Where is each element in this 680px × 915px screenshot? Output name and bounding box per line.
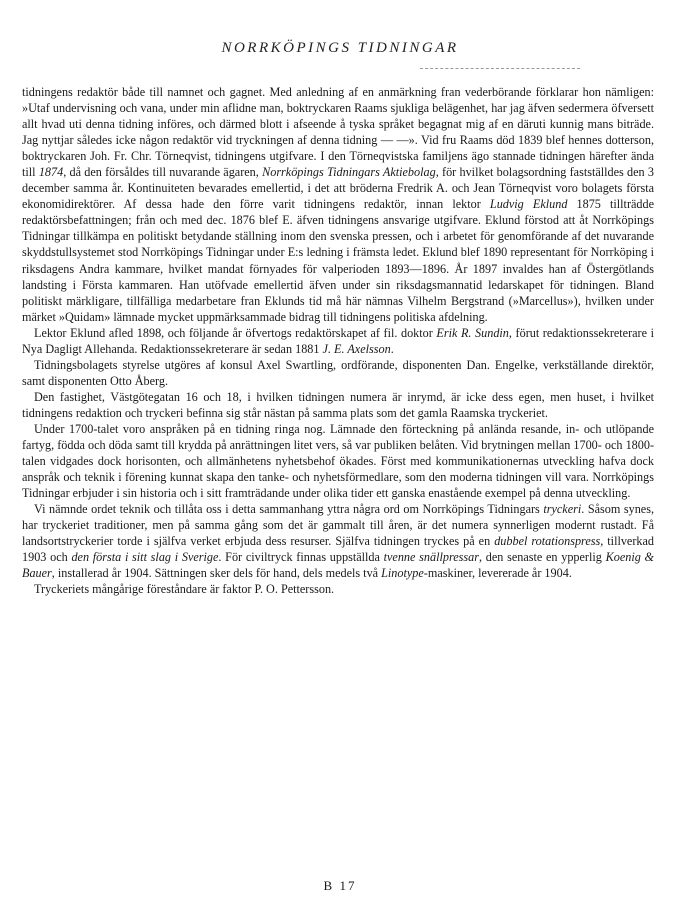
text-run: , förut redaktionssekreterare i Nya Dagligt Allehanda. Redaktionssekreterare är sedan 1881	[22, 325, 654, 356]
paragraph	[22, 84, 654, 325]
paragraph	[22, 501, 654, 581]
text-run: tidningens redaktör både till namnet och gagnet. Med anledning af en anmärkning fran vederbörande förklarar hon nämligen: »Utaf undervisning och vana, under min aflidne man, boktryckaren Raams sjukliga belägenhet, har jag äfven sedermera öfversett allt hvad uti denna tidning införes, och därmed blott i afseende å tyska språket begagnat mig af en däruti kunnig mans biträde. Jag nyttjar således icke någon redaktör vid tryckningen af denna tidning — —». Vid fru Raams död 1839 blef hennes dotterson, boktryckaren Joh. Fr. Chr. Törneqvist, tidningens utgifvare. I den Törneqvistska familjens ägo stannade tidningen härefter ända till	[22, 85, 654, 180]
text-run: Tryckeriets mångårige föreståndare är faktor P. O. Pettersson.	[34, 582, 335, 597]
italic-run: Erik R. Sundin	[436, 325, 509, 340]
italic-run: Koenig & Bauer	[22, 550, 655, 581]
paragraph	[22, 581, 654, 597]
text-run: , den senaste en ypperlig	[478, 550, 606, 565]
page-number: B 17	[323, 878, 357, 893]
text-run: , för hvilket bolagsordning fastställdes den 3 december samma år. Kontinuiteten bevarades emellertid, i det att bröderna Fredrik A. och Jean Törneqvist voro bolagets första ekonomidirektörer. Af dessa hade den förre varit tidningens redaktör, innan lektor	[22, 165, 655, 212]
italic-run: J. E. Axelsson	[322, 341, 391, 356]
italic-run: Ludvig Eklund	[489, 197, 568, 212]
text-run: Under 1700-talet voro anspråken på en tidning ringa nog. Lämnade den förteckning på anlända resande, in- och utlöpande fartyg, födda och döda samt till krydda på anrättningen litet vers, så var publiken belåten. Vid brytningen mellan 1700- och 1800-talen vidgades dock horisonten, och allmänhetens nyhetsbehof ökades. Först med kommunikationernas utveckling hafva dock anspråk och teknik i förening kunnat skapa den tanke- och nyhetsförmedlare, som den moderna tidningen vill vara. Norrköpings Tidningar erbjuder i sin historia och i sitt framträdande under olika tider ett ganska enastående exempel på denna utveckling.	[22, 421, 654, 501]
italic-run: den första i sitt slag i Sverige	[71, 550, 219, 565]
paragraph	[22, 389, 654, 421]
running-header: NORRKÖPINGS TIDNINGAR	[221, 40, 459, 56]
header-rule	[420, 68, 580, 69]
italic-run: tryckeri	[543, 502, 582, 517]
paragraph	[22, 325, 654, 357]
italic-run: 1874	[38, 165, 64, 180]
text-run: . För civiltryck finnas uppställda	[218, 550, 384, 565]
italic-run: tvenne snällpressar	[383, 550, 479, 565]
text-run: , installerad år 1904. Sättningen sker dels för hand, dels medels två	[51, 566, 382, 581]
text-run: Lektor Eklund afled 1898, och följande år öfvertogs redaktörskapet af fil. doktor	[34, 325, 437, 340]
paragraph	[22, 357, 654, 389]
text-run: -maskiner, levererade år 1904.	[423, 566, 572, 581]
text-run: , då den försåldes till nuvarande ägaren,	[63, 165, 263, 180]
italic-run: Norrköpings Tidningars Aktiebolag	[262, 165, 436, 180]
text-run: .	[390, 341, 394, 356]
text-run: Tidningsbolagets styrelse utgöres af konsul Axel Swartling, ordförande, disponenten Dan. Engelke, verkställande direktör, samt disponenten Otto Åberg.	[22, 357, 654, 388]
text-run: Den fastighet, Västgötegatan 16 och 18, i hvilken tidningen numera är inrymd, är icke dess egen, men huset, i hvilket tidningens redaktion och tryckeri befinna sig står nästan på samma plats som det gamla Raamska tryckeriet.	[22, 389, 654, 420]
text-run: Vi nämnde ordet teknik och tillåta oss i detta sammanhang yttra några ord om Norrköpings Tidningars	[34, 502, 544, 517]
body-text	[22, 84, 654, 598]
text-run: . Såsom synes, har tryckeriet traditioner, men på samma gång som det är gammalt till åren, är det numera synnerligen modernt rustadt. Få landsortstryckerier torde i själfva verket erbjuda dess resurser. Själfva tidningen tryckes på en	[22, 502, 654, 549]
paragraph	[22, 421, 654, 501]
italic-run: dubbel rotationspress	[494, 534, 601, 549]
text-run: 1875 tillträdde redaktörsbefattningen; från och med dec. 1876 blef E. äfven tidningens ansvarige utgifvare. Eklund förstod att åt Norrköpings Tidningar tillkämpa en politiskt betydande ställning inom den svenska pressen, och i arbetet för genomförande af det nuvarande skyddstullsystemet stod Norrköpings Tidningar under E:s ledning i främsta ledet. Eklund blef 1890 representant för Norrköping i riksdagens Andra kammare, hvilket mandat förnyades för valperioden 1893—1896. År 1897 invaldes han af Östergötlands landsting i Första kammaren. Han utöfvade emellertid äfven under sin riksdagsmannatid ledarskapet för tidningen. Bland politiskt märkligare, tillfälliga medarbetare fran Eklunds tid må här nämnas Vilhelm Bergstrand (»Marcellus»), hvilken under märket »Quidam» lämnade mycket uppmärksammade bidrag till tidningens politiska afdelning.	[22, 197, 655, 324]
text-run: , tillverkad 1903 och	[22, 534, 654, 565]
italic-run: Linotype	[381, 566, 424, 581]
